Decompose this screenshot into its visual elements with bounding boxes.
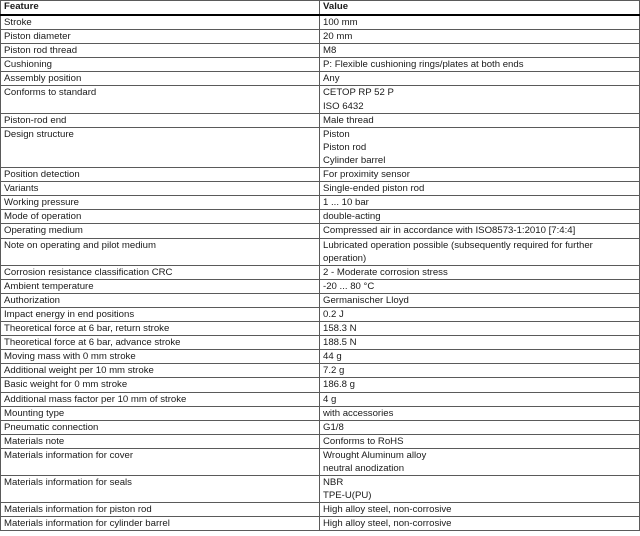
value-line: Piston <box>323 128 350 140</box>
table-row <box>1 265 640 279</box>
value-cell <box>320 279 640 293</box>
value-cell <box>320 392 640 406</box>
value-line: Wrought Aluminum alloy <box>323 449 427 461</box>
value-line: M8 <box>323 45 337 57</box>
value-cell <box>320 44 640 58</box>
value-cell <box>320 448 640 475</box>
value-column-header: Value <box>320 1 640 16</box>
feature-cell: Materials information for cover <box>1 448 320 475</box>
table-row <box>1 196 640 210</box>
value-line: 186.8 g <box>323 379 356 391</box>
value-cell <box>320 127 640 167</box>
value-line: Cylinder barrel <box>323 154 386 166</box>
feature-cell: Piston diameter <box>1 30 320 44</box>
value-line: 20 mm <box>323 31 353 43</box>
feature-cell: Theoretical force at 6 bar, advance stroke <box>1 336 320 350</box>
value-line: 2 - Moderate corrosion stress <box>323 266 448 278</box>
feature-cell: Conforms to standard <box>1 86 320 113</box>
feature-cell: Design structure <box>1 127 320 167</box>
value-cell <box>320 30 640 44</box>
value-line: High alloy steel, non-corrosive <box>323 518 452 530</box>
feature-cell: Theoretical force at 6 bar, return stroke <box>1 322 320 336</box>
value-line: High alloy steel, non-corrosive <box>323 504 452 516</box>
value-line: -20 ... 80 °C <box>323 280 375 292</box>
value-line: Piston rod <box>323 141 367 153</box>
value-line: Germanischer Lloyd <box>323 294 409 306</box>
value-cell <box>320 210 640 224</box>
table-row <box>1 476 640 503</box>
value-line: double-acting <box>323 211 381 223</box>
value-line: For proximity sensor <box>323 169 410 181</box>
table-row <box>1 448 640 475</box>
feature-cell: Pneumatic connection <box>1 420 320 434</box>
value-line: 44 g <box>323 351 342 363</box>
value-cell <box>320 364 640 378</box>
feature-cell: Note on operating and pilot medium <box>1 238 320 265</box>
table-row <box>1 238 640 265</box>
value-cell <box>320 86 640 113</box>
table-row <box>1 517 640 531</box>
value-cell <box>320 224 640 238</box>
value-line: ISO 6432 <box>323 100 364 112</box>
value-line: Conforms to RoHS <box>323 435 404 447</box>
value-cell <box>320 476 640 503</box>
value-cell <box>320 15 640 30</box>
table-row <box>1 182 640 196</box>
value-line: 0.2 J <box>323 308 344 320</box>
feature-cell: Ambient temperature <box>1 279 320 293</box>
value-line: P: Flexible cushioning rings/plates at both ends <box>323 59 524 71</box>
value-cell <box>320 265 640 279</box>
table-row <box>1 86 640 113</box>
table-row <box>1 44 640 58</box>
value-line: 1 ... 10 bar <box>323 197 369 209</box>
feature-cell: Stroke <box>1 15 320 30</box>
value-cell <box>320 58 640 72</box>
table-row <box>1 364 640 378</box>
value-cell <box>320 350 640 364</box>
value-cell <box>320 378 640 392</box>
value-cell <box>320 72 640 86</box>
feature-cell: Working pressure <box>1 196 320 210</box>
table-header-row <box>1 1 640 16</box>
value-cell <box>320 293 640 307</box>
value-line: Male thread <box>323 114 374 126</box>
feature-cell: Materials information for cylinder barrel <box>1 517 320 531</box>
table-row <box>1 307 640 321</box>
table-row <box>1 168 640 182</box>
value-line: CETOP RP 52 P <box>323 87 394 99</box>
value-line: TPE-U(PU) <box>323 490 372 502</box>
value-line: 158.3 N <box>323 323 357 335</box>
table-row <box>1 336 640 350</box>
value-line: 188.5 N <box>323 337 357 349</box>
value-line: Single-ended piston rod <box>323 183 425 195</box>
feature-cell: Materials information for piston rod <box>1 503 320 517</box>
value-line: 100 mm <box>323 17 358 28</box>
value-line: neutral anodization <box>323 463 405 474</box>
value-cell <box>320 168 640 182</box>
table-row <box>1 503 640 517</box>
value-cell <box>320 420 640 434</box>
feature-cell: Position detection <box>1 168 320 182</box>
feature-cell: Mounting type <box>1 406 320 420</box>
table-row <box>1 210 640 224</box>
value-line: Lubricated operation possible (subsequently required for further <box>323 239 593 251</box>
feature-cell: Assembly position <box>1 72 320 86</box>
feature-cell: Mode of operation <box>1 210 320 224</box>
table-row <box>1 434 640 448</box>
table-row <box>1 350 640 364</box>
table-row <box>1 392 640 406</box>
value-cell <box>320 113 640 127</box>
table-body <box>1 15 640 531</box>
value-cell <box>320 517 640 531</box>
value-line: with accessories <box>323 407 394 419</box>
value-line: NBR <box>323 477 344 489</box>
value-line: operation) <box>323 252 367 264</box>
table-row <box>1 406 640 420</box>
table-row <box>1 420 640 434</box>
value-cell <box>320 196 640 210</box>
feature-column-header: Feature <box>1 1 320 16</box>
feature-cell: Moving mass with 0 mm stroke <box>1 350 320 364</box>
feature-cell: Additional weight per 10 mm stroke <box>1 364 320 378</box>
table-row <box>1 72 640 86</box>
feature-cell: Basic weight for 0 mm stroke <box>1 378 320 392</box>
feature-cell: Authorization <box>1 293 320 307</box>
feature-cell: Corrosion resistance classification CRC <box>1 265 320 279</box>
value-cell <box>320 238 640 265</box>
value-cell <box>320 182 640 196</box>
feature-cell: Materials note <box>1 434 320 448</box>
table-row <box>1 15 640 30</box>
value-line: 4 g <box>323 393 337 405</box>
value-cell <box>320 406 640 420</box>
value-line: Any <box>323 73 340 85</box>
feature-cell: Impact energy in end positions <box>1 307 320 321</box>
feature-cell: Variants <box>1 182 320 196</box>
value-cell <box>320 322 640 336</box>
value-cell <box>320 307 640 321</box>
table-row <box>1 113 640 127</box>
feature-cell: Piston rod thread <box>1 44 320 58</box>
table-row <box>1 224 640 238</box>
value-line: G1/8 <box>323 421 344 433</box>
value-cell <box>320 503 640 517</box>
table-row <box>1 30 640 44</box>
table-row <box>1 279 640 293</box>
value-line: 7.2 g <box>323 365 345 377</box>
value-line: Compressed air in accordance with ISO8573-1:2010 [7:4:4] <box>323 225 576 237</box>
table-row <box>1 322 640 336</box>
table-row <box>1 58 640 72</box>
table-row <box>1 293 640 307</box>
feature-cell: Operating medium <box>1 224 320 238</box>
table-row <box>1 378 640 392</box>
feature-cell: Piston-rod end <box>1 113 320 127</box>
value-cell <box>320 434 640 448</box>
table-row <box>1 127 640 167</box>
value-cell <box>320 336 640 350</box>
feature-cell: Additional mass factor per 10 mm of stroke <box>1 392 320 406</box>
feature-cell: Materials information for seals <box>1 476 320 503</box>
feature-cell: Cushioning <box>1 58 320 72</box>
